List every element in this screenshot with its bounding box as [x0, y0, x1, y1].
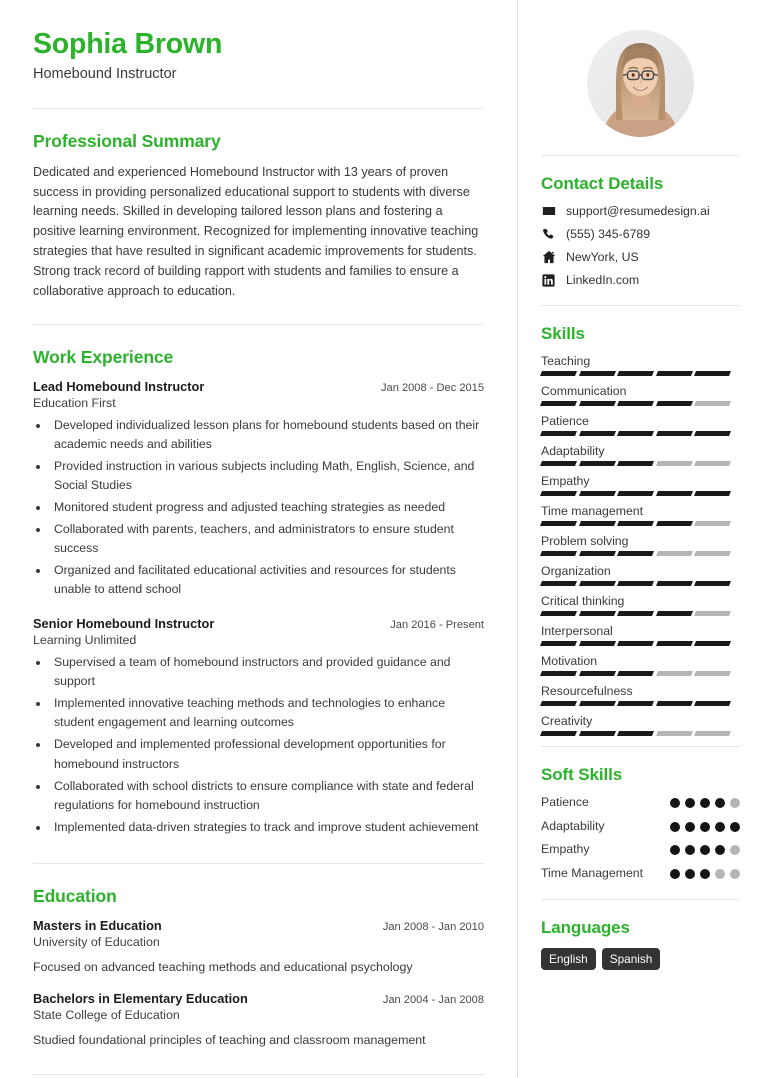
skill-rating-segment [617, 521, 654, 526]
skill-rating-segment [655, 491, 692, 496]
section-heading-work: Work Experience [33, 346, 174, 367]
section-heading-skills: Skills [541, 324, 585, 343]
skill-rating-segment [540, 611, 577, 616]
skill-rating-bar [541, 551, 740, 556]
soft-skill-rating-dot [730, 845, 740, 855]
skill-item [541, 534, 740, 556]
contact-row[interactable] [541, 204, 740, 218]
work-entry-header [33, 379, 484, 394]
soft-skill-rating-dot [685, 798, 695, 808]
skill-label: Patience [541, 414, 589, 428]
skill-rating-segment [655, 371, 692, 376]
skill-rating-segment [655, 641, 692, 646]
skill-rating-segment [578, 731, 615, 736]
skill-label: Critical thinking [541, 594, 625, 608]
language-tag: English [541, 948, 596, 970]
skill-rating-segment [617, 611, 654, 616]
skill-rating-bar [541, 701, 740, 706]
soft-skills-list [541, 795, 740, 881]
skill-rating-segment [540, 641, 577, 646]
phone-icon [541, 228, 556, 241]
skill-rating-segment [694, 401, 731, 406]
skill-item [541, 714, 740, 736]
avatar [587, 30, 694, 137]
work-experience-list [33, 379, 484, 837]
work-bullet: • Developed and implemented professional development opportunities for homebound instructors [50, 735, 484, 773]
skill-rating-segment [655, 461, 692, 466]
skill-rating-bar [541, 521, 740, 526]
work-entry [33, 379, 484, 599]
skill-rating-bar [541, 401, 740, 406]
skill-rating-segment [578, 611, 615, 616]
skill-rating-bar [541, 641, 740, 646]
education-entry-header [33, 991, 484, 1006]
skill-rating-bar [541, 581, 740, 586]
soft-skill-rating-dot [670, 798, 680, 808]
skill-rating-segment [540, 671, 577, 676]
skill-rating-segment [694, 491, 731, 496]
divider [33, 1074, 484, 1075]
contact-row[interactable] [541, 273, 740, 287]
skill-rating-segment [655, 701, 692, 706]
skill-label: Problem solving [541, 534, 629, 548]
soft-skill-rating-dot [715, 869, 725, 879]
skill-rating-bar [541, 611, 740, 616]
soft-skill-rating-dot [700, 798, 710, 808]
soft-skill-rating-dot [700, 822, 710, 832]
divider [33, 108, 484, 109]
skill-rating-segment [694, 671, 731, 676]
skill-label: Communication [541, 384, 627, 398]
divider [33, 863, 484, 864]
work-bullet: • Collaborated with school districts to ensure compliance with state and federal regulations for homebound instruction [50, 777, 484, 815]
skill-rating-bar [541, 461, 740, 466]
work-bullet: • Monitored student progress and adjusted teaching strategies as needed [50, 498, 484, 517]
resume-sidebar [517, 0, 768, 1078]
skill-label: Resourcefulness [541, 684, 633, 698]
contact-value: NewYork, US [566, 250, 639, 264]
skill-rating-bar [541, 491, 740, 496]
skill-label: Empathy [541, 474, 590, 488]
soft-skill-rating-dot [700, 869, 710, 879]
soft-skill-rating-dot [670, 822, 680, 832]
skill-rating-segment [617, 731, 654, 736]
skill-rating-segment [655, 551, 692, 556]
skill-rating-segment [578, 581, 615, 586]
skill-rating-segment [655, 581, 692, 586]
skill-rating-segment [655, 431, 692, 436]
skill-rating-segment [617, 461, 654, 466]
skill-item [541, 474, 740, 496]
skills-list [541, 354, 740, 736]
section-heading-languages: Languages [541, 918, 630, 938]
work-bullet: • Organized and facilitated educational activities and resources for students unable to attend school [50, 561, 484, 599]
education-description: Studied foundational principles of teaching and classroom management [33, 1033, 426, 1048]
education-degree: Bachelors in Elementary Education [33, 991, 248, 1007]
skill-rating-segment [578, 551, 615, 556]
skill-item [541, 414, 740, 436]
skill-item [541, 384, 740, 406]
work-entry-header [33, 616, 484, 631]
soft-skill-rating-dot [685, 869, 695, 879]
soft-skill-item [541, 866, 740, 882]
skill-label: Creativity [541, 714, 593, 728]
skill-rating-segment [578, 521, 615, 526]
section-heading-soft-skills: Soft Skills [541, 765, 623, 784]
soft-skill-item [541, 842, 740, 858]
education-date-range: Jan 2008 - Jan 2010 [382, 920, 484, 933]
skill-rating-segment [617, 371, 654, 376]
skill-rating-segment [578, 641, 615, 646]
skill-item [541, 444, 740, 466]
envelope-icon [541, 204, 556, 218]
work-bullet-list [50, 653, 484, 836]
contact-value: (555) 345-6789 [566, 227, 651, 241]
work-job-title: Senior Homebound Instructor [33, 616, 215, 632]
divider [541, 746, 740, 747]
skill-rating-segment [540, 701, 577, 706]
skill-item [541, 654, 740, 676]
candidate-name: Sophia Brown [33, 28, 223, 60]
skill-rating-segment [617, 641, 654, 646]
soft-skill-rating-dot [730, 798, 740, 808]
skill-item [541, 504, 740, 526]
skill-rating-segment [617, 401, 654, 406]
skill-rating-bar [541, 371, 740, 376]
skill-rating-segment [694, 461, 731, 466]
skill-label: Organization [541, 564, 611, 578]
summary-text: Dedicated and experienced Homebound Instructor with 13 years of proven success in providing personalized educational support to students with diverse learning needs. Skilled in developing tailored lesson plans and fostering a positive learning environment. Recognized for implementing innovative teaching strategies that have resulted in significant academic improvements for students. Strong track record of building rapport with students and families to ensure a collaborative approach to education. [33, 164, 479, 298]
soft-skill-rating-dot [730, 822, 740, 832]
soft-skill-rating-dots [670, 819, 740, 832]
work-bullet: • Developed individualized lesson plans for homebound students based on their academic needs and abilities [50, 416, 484, 454]
skill-item [541, 684, 740, 706]
contact-value: LinkedIn.com [566, 273, 640, 287]
education-date-range: Jan 2004 - Jan 2008 [382, 994, 484, 1007]
divider [541, 899, 740, 900]
skill-label: Adaptability [541, 444, 605, 458]
work-bullet: • Provided instruction in various subjects including Math, English, Science, and Social Studies [50, 457, 484, 495]
skill-rating-segment [540, 431, 577, 436]
language-tag: Spanish [602, 948, 661, 970]
soft-skill-rating-dots [670, 866, 740, 879]
education-list [33, 918, 484, 1050]
candidate-role: Homebound Instructor [33, 65, 177, 82]
skill-rating-segment [617, 491, 654, 496]
education-school: State College of Education [33, 1008, 180, 1023]
skill-rating-segment [694, 551, 731, 556]
work-entry [33, 616, 484, 836]
skill-rating-segment [694, 371, 731, 376]
education-description: Focused on advanced teaching methods and educational psychology [33, 959, 413, 974]
education-entry [33, 991, 484, 1050]
skill-rating-segment [655, 611, 692, 616]
skill-rating-segment [694, 731, 731, 736]
work-job-title: Lead Homebound Instructor [33, 378, 205, 394]
skill-rating-segment [578, 431, 615, 436]
skill-rating-bar [541, 671, 740, 676]
skill-rating-segment [540, 371, 577, 376]
skill-rating-segment [578, 491, 615, 496]
skill-rating-segment [617, 431, 654, 436]
soft-skill-rating-dot [685, 822, 695, 832]
skill-rating-segment [578, 401, 615, 406]
skill-rating-segment [617, 581, 654, 586]
contact-value: support@resumedesign.ai [566, 204, 710, 218]
home-icon [541, 250, 556, 264]
soft-skill-rating-dot [685, 845, 695, 855]
section-heading-education: Education [33, 885, 117, 906]
skill-rating-segment [540, 401, 577, 406]
skill-item [541, 354, 740, 376]
skill-rating-segment [655, 521, 692, 526]
soft-skill-rating-dot [730, 869, 740, 879]
skill-rating-segment [540, 551, 577, 556]
skill-rating-segment [540, 731, 577, 736]
soft-skill-rating-dots [670, 842, 740, 855]
divider [33, 324, 484, 325]
work-company: Education First [33, 395, 116, 410]
work-bullet: • Supervised a team of homebound instructors and provided guidance and support [50, 653, 484, 691]
column-divider [517, 0, 518, 1078]
divider [541, 155, 740, 156]
skill-item [541, 594, 740, 616]
soft-skill-label: Time Management [541, 865, 644, 880]
soft-skill-rating-dot [670, 869, 680, 879]
skill-rating-segment [655, 731, 692, 736]
work-date-range: Jan 2008 - Dec 2015 [381, 381, 484, 394]
skill-rating-segment [617, 701, 654, 706]
education-entry-header [33, 918, 484, 933]
header-block [33, 28, 484, 82]
soft-skill-rating-dot [700, 845, 710, 855]
skill-rating-segment [617, 551, 654, 556]
skill-rating-segment [617, 671, 654, 676]
skill-label: Teaching [541, 354, 591, 368]
education-school: University of Education [33, 934, 160, 949]
skill-rating-segment [578, 371, 615, 376]
skill-rating-bar [541, 431, 740, 436]
work-bullet: • Implemented data-driven strategies to track and improve student achievement [50, 818, 484, 837]
skill-rating-segment [540, 521, 577, 526]
soft-skill-rating-dot [715, 822, 725, 832]
languages-list [541, 948, 740, 970]
skill-rating-segment [694, 701, 731, 706]
skill-rating-segment [578, 701, 615, 706]
skill-label: Time management [541, 504, 644, 518]
education-entry [33, 918, 484, 977]
avatar-wrapper [541, 30, 740, 137]
soft-skill-item [541, 795, 740, 811]
soft-skill-rating-dots [670, 795, 740, 808]
skill-rating-segment [540, 581, 577, 586]
skill-rating-segment [694, 521, 731, 526]
skill-item [541, 624, 740, 646]
section-heading-contact: Contact Details [541, 174, 664, 193]
linkedin-icon [541, 274, 556, 287]
skill-rating-segment [694, 641, 731, 646]
soft-skill-label: Patience [541, 795, 589, 809]
skill-rating-segment [540, 491, 577, 496]
skill-rating-segment [578, 461, 615, 466]
section-heading-summary: Professional Summary [33, 130, 221, 151]
skill-label: Motivation [541, 654, 598, 668]
contact-list [541, 204, 740, 287]
work-bullet: • Implemented innovative teaching methods and technologies to enhance student engagement and learning outcomes [50, 694, 484, 732]
skill-rating-segment [578, 671, 615, 676]
skill-rating-segment [540, 461, 577, 466]
skill-rating-segment [655, 401, 692, 406]
work-company: Learning Unlimited [33, 633, 137, 648]
work-bullet-list [50, 416, 484, 599]
skill-rating-segment [694, 581, 731, 586]
contact-row[interactable] [541, 250, 740, 264]
skill-rating-segment [694, 611, 731, 616]
skill-rating-segment [694, 431, 731, 436]
soft-skill-label: Empathy [541, 842, 590, 857]
divider [541, 305, 740, 306]
skill-item [541, 564, 740, 586]
education-degree: Masters in Education [33, 917, 162, 933]
work-bullet: • Collaborated with parents, teachers, and administrators to ensure student success [50, 520, 484, 558]
skill-label: Interpersonal [541, 624, 613, 638]
soft-skill-label: Adaptability [541, 818, 605, 833]
soft-skill-item [541, 819, 740, 835]
skill-rating-segment [655, 671, 692, 676]
soft-skill-rating-dot [715, 798, 725, 808]
soft-skill-rating-dot [670, 845, 680, 855]
skill-rating-bar [541, 731, 740, 736]
work-date-range: Jan 2016 - Present [390, 619, 484, 632]
soft-skill-rating-dot [715, 845, 725, 855]
contact-row[interactable] [541, 227, 740, 241]
